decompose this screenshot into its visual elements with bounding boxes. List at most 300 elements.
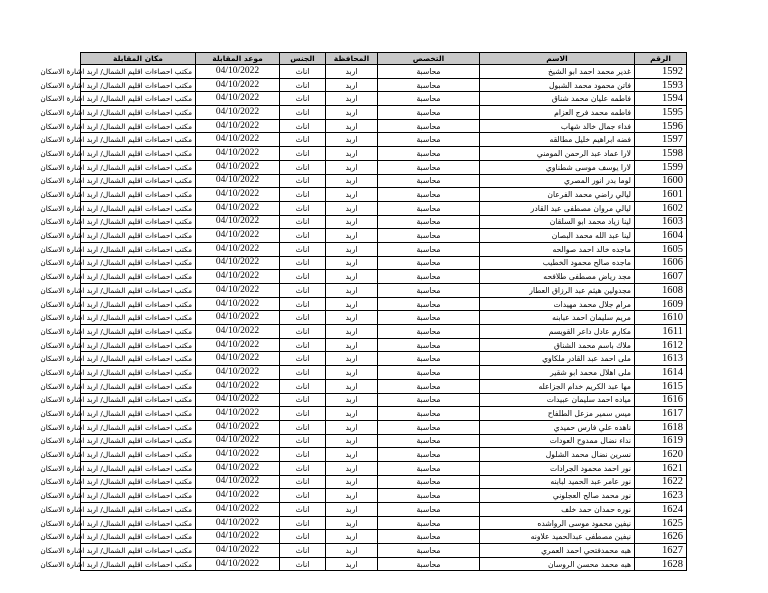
- cell-interview-place: مكتب احصاءات اقليم الشمال/ اربد اشارة الاسكان: [81, 530, 196, 544]
- cell-interview-date: 04/10/2022: [196, 407, 280, 421]
- cell-interview-place: مكتب احصاءات اقليم الشمال/ اربد اشارة الاسكان: [81, 489, 196, 503]
- cell-governorate: اربد: [326, 366, 378, 380]
- cell-specialty: محاسبة: [378, 393, 480, 407]
- cell-number: 1596: [635, 119, 687, 133]
- cell-governorate: اربد: [326, 242, 378, 256]
- table-row: [81, 256, 687, 270]
- cell-number: 1592: [635, 65, 687, 79]
- cell-number: 1622: [635, 475, 687, 489]
- cell-specialty: محاسبة: [378, 284, 480, 298]
- table-body: [40, 65, 687, 571]
- cell-specialty: محاسبة: [378, 379, 480, 393]
- cell-name: لارا عماد عبد الرحمن المومني: [480, 147, 635, 161]
- cell-name: نور محمد صالح العجلوني: [480, 489, 635, 503]
- cell-governorate: اربد: [326, 338, 378, 352]
- cell-specialty: محاسبة: [378, 325, 480, 339]
- cell-gender: اناث: [280, 119, 326, 133]
- table-row: [81, 160, 687, 174]
- table-row: [81, 119, 687, 133]
- cell-specialty: محاسبة: [378, 448, 480, 462]
- cell-number: 1594: [635, 92, 687, 106]
- cell-governorate: اربد: [326, 461, 378, 475]
- cell-name: نوره حمدان حمد خلف: [480, 503, 635, 517]
- cell-specialty: محاسبة: [378, 188, 480, 202]
- candidates-table: [40, 52, 687, 571]
- cell-gender: اناث: [280, 78, 326, 92]
- table-row: [81, 270, 687, 284]
- cell-interview-date: 04/10/2022: [196, 256, 280, 270]
- header-interview-date: موعد المقابلة: [196, 53, 280, 65]
- cell-governorate: اربد: [326, 393, 378, 407]
- cell-interview-place: مكتب احصاءات اقليم الشمال/ اربد اشارة الاسكان: [81, 133, 196, 147]
- cell-number: 1607: [635, 270, 687, 284]
- header-specialty: التخصص: [378, 53, 480, 65]
- cell-governorate: اربد: [326, 475, 378, 489]
- cell-interview-place: مكتب احصاءات اقليم الشمال/ اربد اشارة الاسكان: [81, 461, 196, 475]
- cell-interview-place: مكتب احصاءات اقليم الشمال/ اربد اشارة الاسكان: [81, 311, 196, 325]
- cell-interview-place: مكتب احصاءات اقليم الشمال/ اربد اشارة الاسكان: [81, 297, 196, 311]
- cell-number: 1623: [635, 489, 687, 503]
- cell-specialty: محاسبة: [378, 434, 480, 448]
- cell-number: 1600: [635, 174, 687, 188]
- cell-governorate: اربد: [326, 188, 378, 202]
- table-row: [81, 215, 687, 229]
- table-row: [81, 174, 687, 188]
- cell-interview-date: 04/10/2022: [196, 215, 280, 229]
- cell-interview-place: مكتب احصاءات اقليم الشمال/ اربد اشارة الاسكان: [81, 325, 196, 339]
- cell-interview-place: مكتب احصاءات اقليم الشمال/ اربد اشارة الاسكان: [81, 229, 196, 243]
- cell-interview-date: 04/10/2022: [196, 78, 280, 92]
- cell-interview-place: مكتب احصاءات اقليم الشمال/ اربد اشارة الاسكان: [81, 174, 196, 188]
- table-row: [81, 65, 687, 79]
- cell-governorate: اربد: [326, 557, 378, 571]
- cell-interview-place: مكتب احصاءات اقليم الشمال/ اربد اشارة الاسكان: [81, 201, 196, 215]
- cell-interview-place: مكتب احصاءات اقليم الشمال/ اربد اشارة الاسكان: [81, 448, 196, 462]
- cell-name: نسرين نضال محمد الشلول: [480, 448, 635, 462]
- cell-governorate: اربد: [326, 325, 378, 339]
- table-row: [81, 78, 687, 92]
- cell-interview-date: 04/10/2022: [196, 133, 280, 147]
- cell-interview-date: 04/10/2022: [196, 242, 280, 256]
- cell-number: 1624: [635, 503, 687, 517]
- cell-specialty: محاسبة: [378, 215, 480, 229]
- cell-number: 1605: [635, 242, 687, 256]
- cell-interview-place: مكتب احصاءات اقليم الشمال/ اربد اشارة الاسكان: [81, 407, 196, 421]
- header-interview-place: مكان المقابلة: [81, 53, 196, 65]
- cell-name: مياده احمد سليمان عبيدات: [480, 393, 635, 407]
- cell-specialty: محاسبة: [378, 160, 480, 174]
- cell-name: هبه محمد محسن الروسان: [480, 557, 635, 571]
- cell-name: فضه ابراهيم خليل مطالقه: [480, 133, 635, 147]
- cell-name: مرام جلال محمد مهيدات: [480, 297, 635, 311]
- cell-gender: اناث: [280, 434, 326, 448]
- table-row: [81, 489, 687, 503]
- table-row: [81, 242, 687, 256]
- table-row: [81, 325, 687, 339]
- cell-number: 1597: [635, 133, 687, 147]
- cell-governorate: اربد: [326, 311, 378, 325]
- cell-interview-date: 04/10/2022: [196, 311, 280, 325]
- table-row: [81, 92, 687, 106]
- cell-name: نيفين محمود موسى الرواشده: [480, 516, 635, 530]
- cell-interview-date: 04/10/2022: [196, 516, 280, 530]
- cell-interview-date: 04/10/2022: [196, 325, 280, 339]
- cell-interview-place: مكتب احصاءات اقليم الشمال/ اربد اشارة الاسكان: [81, 215, 196, 229]
- cell-interview-place: مكتب احصاءات اقليم الشمال/ اربد اشارة الاسكان: [81, 366, 196, 380]
- cell-specialty: محاسبة: [378, 557, 480, 571]
- cell-specialty: محاسبة: [378, 229, 480, 243]
- cell-gender: اناث: [280, 475, 326, 489]
- cell-interview-date: 04/10/2022: [196, 420, 280, 434]
- cell-name: فداء جمال خالد شهاب: [480, 119, 635, 133]
- cell-gender: اناث: [280, 297, 326, 311]
- cell-name: ماجده خالد احمد صوالحه: [480, 242, 635, 256]
- cell-specialty: محاسبة: [378, 352, 480, 366]
- cell-name: مكارم عادل داعر القويسم: [480, 325, 635, 339]
- cell-interview-date: 04/10/2022: [196, 147, 280, 161]
- cell-gender: اناث: [280, 160, 326, 174]
- cell-gender: اناث: [280, 106, 326, 120]
- cell-specialty: محاسبة: [378, 106, 480, 120]
- cell-gender: اناث: [280, 92, 326, 106]
- cell-specialty: محاسبة: [378, 461, 480, 475]
- cell-gender: اناث: [280, 284, 326, 298]
- cell-name: ملى اهلال محمد ابو شقير: [480, 366, 635, 380]
- cell-name: غدير محمد احمد ابو الشيخ: [480, 65, 635, 79]
- cell-specialty: محاسبة: [378, 201, 480, 215]
- cell-gender: اناث: [280, 256, 326, 270]
- cell-interview-place: مكتب احصاءات اقليم الشمال/ اربد اشارة الاسكان: [81, 65, 196, 79]
- cell-number: 1613: [635, 352, 687, 366]
- cell-specialty: محاسبة: [378, 174, 480, 188]
- cell-number: 1606: [635, 256, 687, 270]
- cell-governorate: اربد: [326, 78, 378, 92]
- cell-gender: اناث: [280, 448, 326, 462]
- cell-governorate: اربد: [326, 503, 378, 517]
- cell-name: نداء نضال ممدوح العودات: [480, 434, 635, 448]
- cell-gender: اناث: [280, 147, 326, 161]
- cell-interview-place: مكتب احصاءات اقليم الشمال/ اربد اشارة الاسكان: [81, 379, 196, 393]
- table-row: [81, 530, 687, 544]
- table-row: [81, 516, 687, 530]
- cell-interview-place: مكتب احصاءات اقليم الشمال/ اربد اشارة الاسكان: [81, 503, 196, 517]
- cell-gender: اناث: [280, 188, 326, 202]
- cell-number: 1619: [635, 434, 687, 448]
- cell-number: 1627: [635, 544, 687, 558]
- table-row: [81, 461, 687, 475]
- cell-name: فاتن محمود محمد الشبول: [480, 78, 635, 92]
- cell-name: لينا عبد الله محمد البصان: [480, 229, 635, 243]
- cell-interview-date: 04/10/2022: [196, 188, 280, 202]
- cell-name: ميس سمير مزعل الطلفاح: [480, 407, 635, 421]
- table-row: [81, 106, 687, 120]
- cell-number: 1611: [635, 325, 687, 339]
- cell-gender: اناث: [280, 420, 326, 434]
- cell-gender: اناث: [280, 516, 326, 530]
- cell-name: ملاك باسم محمد الشناق: [480, 338, 635, 352]
- cell-interview-date: 04/10/2022: [196, 297, 280, 311]
- cell-governorate: اربد: [326, 434, 378, 448]
- table-header-row: [81, 53, 687, 65]
- cell-gender: اناث: [280, 461, 326, 475]
- cell-number: 1609: [635, 297, 687, 311]
- cell-interview-place: مكتب احصاءات اقليم الشمال/ اربد اشارة الاسكان: [81, 119, 196, 133]
- cell-gender: اناث: [280, 379, 326, 393]
- cell-interview-place: مكتب احصاءات اقليم الشمال/ اربد اشارة الاسكان: [81, 516, 196, 530]
- cell-specialty: محاسبة: [378, 119, 480, 133]
- cell-name: ليالي راضي محمد الفرعان: [480, 188, 635, 202]
- cell-interview-date: 04/10/2022: [196, 379, 280, 393]
- table-row: [81, 297, 687, 311]
- cell-interview-place: مكتب احصاءات اقليم الشمال/ اربد اشارة الاسكان: [81, 475, 196, 489]
- cell-governorate: اربد: [326, 516, 378, 530]
- cell-specialty: محاسبة: [378, 311, 480, 325]
- cell-specialty: محاسبة: [378, 516, 480, 530]
- table-row: [81, 188, 687, 202]
- cell-name: ليالي مروان مصطفى عبد القادر: [480, 201, 635, 215]
- cell-governorate: اربد: [326, 92, 378, 106]
- cell-number: 1602: [635, 201, 687, 215]
- cell-interview-date: 04/10/2022: [196, 530, 280, 544]
- cell-specialty: محاسبة: [378, 338, 480, 352]
- cell-gender: اناث: [280, 393, 326, 407]
- cell-interview-place: مكتب احصاءات اقليم الشمال/ اربد اشارة الاسكان: [81, 78, 196, 92]
- cell-governorate: اربد: [326, 284, 378, 298]
- cell-specialty: محاسبة: [378, 489, 480, 503]
- table-row: [81, 557, 687, 571]
- cell-interview-place: مكتب احصاءات اقليم الشمال/ اربد اشارة الاسكان: [81, 338, 196, 352]
- cell-interview-date: 04/10/2022: [196, 434, 280, 448]
- cell-interview-date: 04/10/2022: [196, 489, 280, 503]
- cell-interview-place: مكتب احصاءات اقليم الشمال/ اربد اشارة الاسكان: [81, 270, 196, 284]
- cell-gender: اناث: [280, 215, 326, 229]
- table-row: [81, 544, 687, 558]
- cell-interview-date: 04/10/2022: [196, 475, 280, 489]
- cell-gender: اناث: [280, 242, 326, 256]
- cell-gender: اناث: [280, 201, 326, 215]
- cell-interview-place: مكتب احصاءات اقليم الشمال/ اربد اشارة الاسكان: [81, 352, 196, 366]
- cell-number: 1615: [635, 379, 687, 393]
- cell-name: ناهده علي فارس حميدي: [480, 420, 635, 434]
- cell-interview-date: 04/10/2022: [196, 119, 280, 133]
- header-gender: الجنس: [280, 53, 326, 65]
- cell-interview-date: 04/10/2022: [196, 393, 280, 407]
- cell-name: مريم سليمان احمد عبابنه: [480, 311, 635, 325]
- cell-specialty: محاسبة: [378, 544, 480, 558]
- cell-number: 1625: [635, 516, 687, 530]
- cell-specialty: محاسبة: [378, 407, 480, 421]
- cell-governorate: اربد: [326, 352, 378, 366]
- cell-gender: اناث: [280, 530, 326, 544]
- cell-gender: اناث: [280, 270, 326, 284]
- cell-governorate: اربد: [326, 201, 378, 215]
- cell-governorate: اربد: [326, 544, 378, 558]
- cell-specialty: محاسبة: [378, 242, 480, 256]
- table-row: [81, 201, 687, 215]
- cell-gender: اناث: [280, 407, 326, 421]
- cell-interview-place: مكتب احصاءات اقليم الشمال/ اربد اشارة الاسكان: [81, 242, 196, 256]
- cell-number: 1608: [635, 284, 687, 298]
- cell-gender: اناث: [280, 503, 326, 517]
- cell-gender: اناث: [280, 65, 326, 79]
- cell-interview-place: مكتب احصاءات اقليم الشمال/ اربد اشارة الاسكان: [81, 420, 196, 434]
- cell-number: 1598: [635, 147, 687, 161]
- cell-interview-place: مكتب احصاءات اقليم الشمال/ اربد اشارة الاسكان: [81, 284, 196, 298]
- cell-name: لارا يوسف موسى شطناوي: [480, 160, 635, 174]
- table-row: [81, 407, 687, 421]
- table-row: [81, 434, 687, 448]
- cell-name: لوما بدر انور المصري: [480, 174, 635, 188]
- cell-number: 1614: [635, 366, 687, 380]
- cell-number: 1595: [635, 106, 687, 120]
- cell-interview-date: 04/10/2022: [196, 270, 280, 284]
- cell-name: فاطمه محمد فرج العزام: [480, 106, 635, 120]
- cell-governorate: اربد: [326, 530, 378, 544]
- cell-specialty: محاسبة: [378, 475, 480, 489]
- cell-governorate: اربد: [326, 65, 378, 79]
- cell-governorate: اربد: [326, 297, 378, 311]
- cell-gender: اناث: [280, 338, 326, 352]
- table-row: [81, 475, 687, 489]
- cell-gender: اناث: [280, 352, 326, 366]
- cell-number: 1612: [635, 338, 687, 352]
- cell-name: مها عبد الكريم خدام الجزاعله: [480, 379, 635, 393]
- cell-interview-place: مكتب احصاءات اقليم الشمال/ اربد اشارة الاسكان: [81, 92, 196, 106]
- cell-governorate: اربد: [326, 256, 378, 270]
- cell-specialty: محاسبة: [378, 147, 480, 161]
- cell-specialty: محاسبة: [378, 256, 480, 270]
- cell-number: 1620: [635, 448, 687, 462]
- cell-specialty: محاسبة: [378, 420, 480, 434]
- cell-name: ماجده صالح محمود الخطيب: [480, 256, 635, 270]
- cell-gender: اناث: [280, 174, 326, 188]
- cell-interview-date: 04/10/2022: [196, 461, 280, 475]
- table-row: [81, 448, 687, 462]
- cell-specialty: محاسبة: [378, 297, 480, 311]
- cell-interview-date: 04/10/2022: [196, 229, 280, 243]
- cell-gender: اناث: [280, 366, 326, 380]
- cell-specialty: محاسبة: [378, 133, 480, 147]
- cell-number: 1618: [635, 420, 687, 434]
- cell-name: نور احمد محمود الجرادات: [480, 461, 635, 475]
- cell-name: نور عامر عبد الحميد لبابنه: [480, 475, 635, 489]
- cell-specialty: محاسبة: [378, 78, 480, 92]
- cell-name: فاطمه عليان محمد شناق: [480, 92, 635, 106]
- table-row: [81, 284, 687, 298]
- table-row: [81, 420, 687, 434]
- cell-number: 1604: [635, 229, 687, 243]
- cell-interview-date: 04/10/2022: [196, 352, 280, 366]
- cell-interview-date: 04/10/2022: [196, 106, 280, 120]
- cell-gender: اناث: [280, 557, 326, 571]
- cell-interview-place: مكتب احصاءات اقليم الشمال/ اربد اشارة الاسكان: [81, 544, 196, 558]
- cell-interview-date: 04/10/2022: [196, 92, 280, 106]
- cell-specialty: محاسبة: [378, 92, 480, 106]
- table-row: [81, 147, 687, 161]
- cell-interview-place: مكتب احصاءات اقليم الشمال/ اربد اشارة الاسكان: [81, 434, 196, 448]
- table-row: [81, 311, 687, 325]
- header-number: الرقم: [635, 53, 687, 65]
- cell-governorate: اربد: [326, 174, 378, 188]
- cell-gender: اناث: [280, 311, 326, 325]
- cell-governorate: اربد: [326, 106, 378, 120]
- cell-interview-place: مكتب احصاءات اقليم الشمال/ اربد اشارة الاسكان: [81, 188, 196, 202]
- cell-interview-place: مكتب احصاءات اقليم الشمال/ اربد اشارة الاسكان: [81, 147, 196, 161]
- cell-gender: اناث: [280, 229, 326, 243]
- cell-interview-date: 04/10/2022: [196, 366, 280, 380]
- table-row: [81, 366, 687, 380]
- cell-specialty: محاسبة: [378, 530, 480, 544]
- cell-interview-date: 04/10/2022: [196, 174, 280, 188]
- cell-interview-date: 04/10/2022: [196, 201, 280, 215]
- cell-governorate: اربد: [326, 229, 378, 243]
- cell-number: 1616: [635, 393, 687, 407]
- cell-gender: اناث: [280, 325, 326, 339]
- cell-interview-place: مكتب احصاءات اقليم الشمال/ اربد اشارة الاسكان: [81, 106, 196, 120]
- cell-interview-date: 04/10/2022: [196, 503, 280, 517]
- cell-governorate: اربد: [326, 160, 378, 174]
- table-row: [81, 229, 687, 243]
- cell-number: 1601: [635, 188, 687, 202]
- cell-number: 1599: [635, 160, 687, 174]
- cell-name: نيفين مصطفى عبدالحميد علاونه: [480, 530, 635, 544]
- cell-specialty: محاسبة: [378, 270, 480, 284]
- cell-number: 1603: [635, 215, 687, 229]
- cell-interview-date: 04/10/2022: [196, 284, 280, 298]
- cell-number: 1626: [635, 530, 687, 544]
- cell-gender: اناث: [280, 544, 326, 558]
- cell-interview-place: مكتب احصاءات اقليم الشمال/ اربد اشارة الاسكان: [81, 393, 196, 407]
- cell-name: مجدولين هيثم عبد الرزاق العطار: [480, 284, 635, 298]
- cell-interview-date: 04/10/2022: [196, 448, 280, 462]
- cell-governorate: اربد: [326, 215, 378, 229]
- header-governorate: المحافظة: [326, 53, 378, 65]
- cell-governorate: اربد: [326, 489, 378, 503]
- cell-number: 1628: [635, 557, 687, 571]
- table-row: [81, 338, 687, 352]
- table-row: [81, 379, 687, 393]
- cell-governorate: اربد: [326, 147, 378, 161]
- table-row: [81, 352, 687, 366]
- cell-gender: اناث: [280, 489, 326, 503]
- cell-governorate: اربد: [326, 119, 378, 133]
- cell-governorate: اربد: [326, 420, 378, 434]
- cell-interview-date: 04/10/2022: [196, 160, 280, 174]
- cell-name: ملى احمد عبد القادر ملكاوي: [480, 352, 635, 366]
- cell-number: 1617: [635, 407, 687, 421]
- cell-number: 1621: [635, 461, 687, 475]
- cell-number: 1593: [635, 78, 687, 92]
- cell-interview-date: 04/10/2022: [196, 65, 280, 79]
- cell-interview-date: 04/10/2022: [196, 338, 280, 352]
- cell-governorate: اربد: [326, 270, 378, 284]
- cell-number: 1610: [635, 311, 687, 325]
- cell-specialty: محاسبة: [378, 503, 480, 517]
- table-row: [81, 133, 687, 147]
- cell-governorate: اربد: [326, 379, 378, 393]
- cell-name: هبه محمدفتحي احمد العمري: [480, 544, 635, 558]
- cell-interview-place: مكتب احصاءات اقليم الشمال/ اربد اشارة الاسكان: [81, 160, 196, 174]
- cell-specialty: محاسبة: [378, 366, 480, 380]
- cell-specialty: محاسبة: [378, 65, 480, 79]
- cell-interview-date: 04/10/2022: [196, 557, 280, 571]
- cell-governorate: اربد: [326, 133, 378, 147]
- cell-interview-place: مكتب احصاءات اقليم الشمال/ اربد اشارة الاسكان: [81, 557, 196, 571]
- table-row: [81, 393, 687, 407]
- cell-governorate: اربد: [326, 448, 378, 462]
- header-name: الاسم: [480, 53, 635, 65]
- cell-name: مجد رياض مصطفى طلافحه: [480, 270, 635, 284]
